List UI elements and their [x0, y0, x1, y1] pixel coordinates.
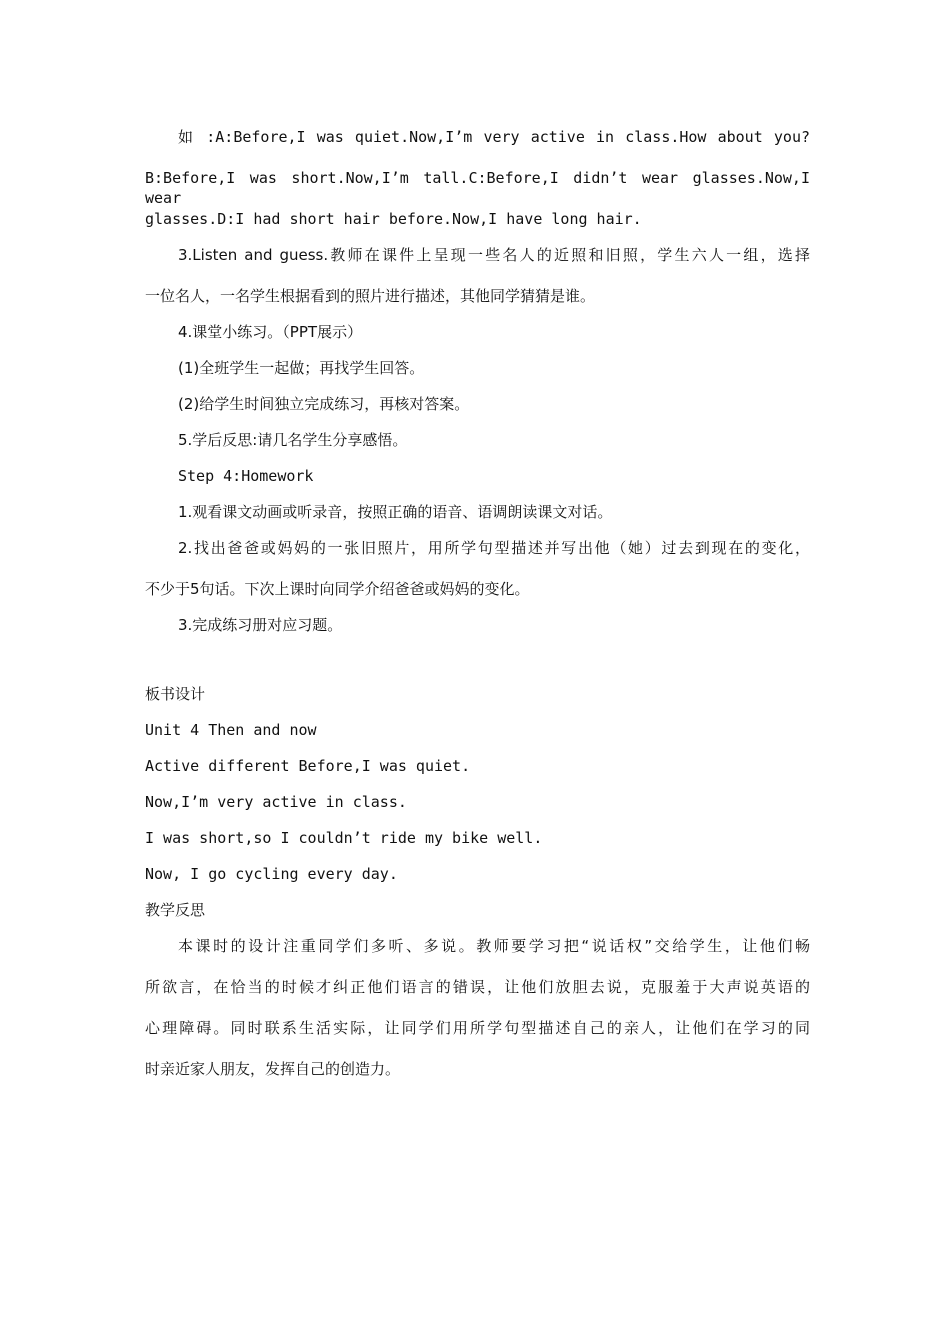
board-line-5: Now, I go cycling every day. [145, 865, 398, 883]
reflection-line-2: 所欲言，在恰当的时候才纠正他们语言的错误，让他们放胆去说，克服羞于大声说英语的 [145, 978, 810, 996]
board-line-1: Unit 4 Then and now [145, 721, 317, 739]
example-line-3: glasses.D:I had short hair before.Now,I have long hair. [145, 210, 642, 228]
homework-item-1: 1.观看课文动画或听录音，按照正确的语音、语调朗读课文对话。 [178, 503, 613, 521]
step3-line-1: 3.Listen and guess.教师在课件上呈现一些名人的近照和旧照，学生六人一组，选择 [178, 246, 810, 264]
example-line-1: 如 :A:Before,I was quiet.Now,I’m very active in class.How about you? [178, 128, 810, 146]
step4-heading: 4.课堂小练习。（PPT展示） [178, 323, 363, 341]
board-line-2: Active different Before,I was quiet. [145, 757, 471, 775]
board-design-title: 板书设计 [145, 685, 206, 703]
reflection-title: 教学反思 [145, 901, 206, 919]
step4-item-2: (2)给学生时间独立完成练习，再核对答案。 [178, 395, 470, 413]
board-line-3: Now,I’m very active in class. [145, 793, 407, 811]
board-line-4: I was short,so I couldn’t ride my bike well. [145, 829, 543, 847]
reflection-line-3: 心理障碍。同时联系生活实际，让同学们用所学句型描述自己的亲人，让他们在学习的同 [145, 1019, 810, 1037]
homework-item-3: 3.完成练习册对应习题。 [178, 616, 343, 634]
step3-line-2: 一位名人，一名学生根据看到的照片进行描述，其他同学猜猜是谁。 [145, 287, 596, 305]
reflection-line-4: 时亲近家人朋友，发挥自己的创造力。 [145, 1060, 401, 1078]
step4-item-1: (1)全班学生一起做；再找学生回答。 [178, 359, 425, 377]
reflection-line-1: 本课时的设计注重同学们多听、多说。教师要学习把“说话权”交给学生，让他们畅 [178, 937, 810, 955]
homework-item-2-line-2: 不少于5句话。下次上课时向同学介绍爸爸或妈妈的变化。 [145, 580, 530, 598]
homework-title: Step 4:Homework [178, 467, 314, 485]
homework-item-2-line-1: 2.找出爸爸或妈妈的一张旧照片，用所学句型描述并写出他（她）过去到现在的变化， [178, 539, 810, 557]
step5-reflection: 5.学后反思:请几名学生分享感悟。 [178, 431, 408, 449]
example-line-2: B:Before,I was short.Now,I’m tall.C:Before,I didn’t wear glasses.Now,I wear [145, 169, 810, 207]
